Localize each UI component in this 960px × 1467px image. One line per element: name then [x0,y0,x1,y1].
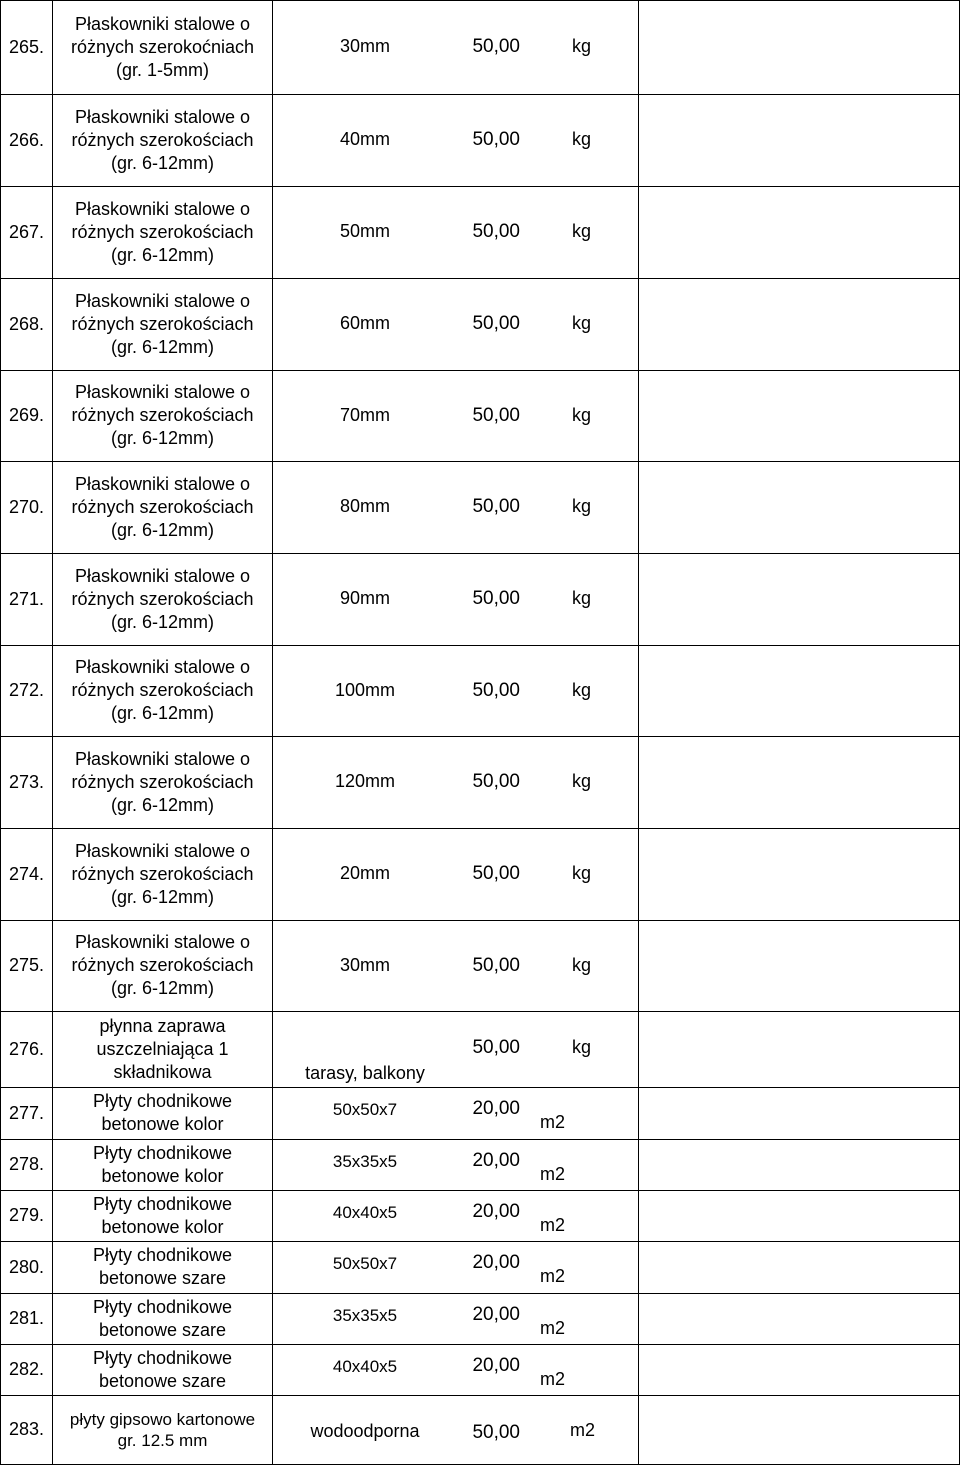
quantity-value: 50,00 [472,679,520,701]
dimension-value: 40x40x5 [332,1357,398,1376]
product-name: płyty gipsowo kartonowe gr. 12.5 mm [69,1409,256,1450]
unit-label: m2 [570,1419,596,1440]
dimension-value: 50mm [339,221,390,241]
unit-label: kg [572,313,592,333]
dimension-value: 40mm [339,129,390,149]
dimension-value: 30mm [339,954,390,975]
product-name: Płyty chodnikowe betonowe kolor [92,1142,233,1186]
quantity-value: 20,00 [472,1252,520,1273]
dimension-value: 60mm [339,313,390,333]
quantity-value: 50,00 [472,221,520,242]
unit-label: kg [572,221,592,241]
column-divider [638,0,639,1464]
row-number: 281. [8,1308,44,1328]
row-number: 270. [8,496,44,517]
product-name: Płaskowniki stalowe o różnych szerokościach (gr. 6-12mm) [71,932,254,998]
product-name: Płyty chodnikowe betonowe szare [92,1347,233,1391]
quantity-value: 20,00 [472,1304,520,1325]
product-name: Płyty chodnikowe betonowe szare [92,1245,233,1288]
product-name: Płaskowniki stalowe o różnych szerokościach (gr. 6-12mm) [71,840,254,907]
row-number: 282. [8,1359,44,1379]
product-name: Płaskowniki stalowe o różnych szerokościach (gr. 6-12mm) [71,473,254,540]
unit-label: m2 [540,1112,566,1132]
quantity-value: 50,00 [472,588,520,609]
column-divider [52,0,53,1464]
unit-label: kg [572,679,592,700]
unit-label: kg [572,588,592,608]
row-number: 277. [8,1102,44,1123]
quantity-value: 50,00 [472,129,520,150]
row-number: 276. [8,1038,44,1059]
dimension-value: 35x35x5 [332,1306,398,1325]
dimension-value: 40x40x5 [332,1203,398,1222]
quantity-value: 20,00 [472,1150,520,1171]
quantity-value: 50,00 [472,771,520,792]
quantity-value: 20,00 [472,1355,520,1376]
dimension-value: 20mm [339,863,390,883]
unit-label: kg [572,36,592,56]
dimension-value: 120mm [334,771,396,791]
unit-label: kg [572,771,592,791]
quantity-value: 20,00 [472,1201,520,1222]
dimension-value: 90mm [339,588,390,608]
product-name: Płaskowniki stalowe o różnych szerokościach (gr. 6-12mm) [71,748,254,815]
row-number: 280. [8,1256,44,1277]
quantity-value: 50,00 [472,863,520,884]
row-number: 283. [8,1419,44,1439]
product-name: Płaskowniki stalowe o różnych szerokościach (gr. 6-12mm) [71,382,254,448]
dimension-value: tarasy, balkony [305,1063,425,1083]
quantity-value: 50,00 [472,1421,520,1443]
dimension-value: 50x50x7 [332,1100,398,1119]
product-name: Płyty chodnikowe betonowe szare [92,1296,233,1340]
unit-label: m2 [540,1164,566,1184]
product-name: Płyty chodnikowe betonowe kolor [92,1091,233,1134]
unit-label: m2 [540,1215,566,1235]
row-number: 269. [8,405,44,425]
product-name: Płaskowniki stalowe o różnych szerokościach (gr. 6-12mm) [71,290,254,357]
unit-label: kg [572,496,592,516]
product-name: Płaskowniki stalowe o różnych szerokościach (gr. 6-12mm) [71,565,254,632]
dimension-value: wodoodporna [310,1420,420,1441]
dimension-value: 80mm [339,496,390,516]
row-number: 266. [8,129,44,150]
quantity-value: 50,00 [472,404,520,426]
product-name: Płaskowniki stalowe o różnych szerokoćniach (gr. 1-5mm) [70,13,255,80]
quantity-value: 50,00 [472,36,520,57]
row-number: 275. [8,955,44,975]
dimension-value: 100mm [334,679,396,700]
row-divider [0,1464,960,1465]
unit-label: kg [572,954,592,975]
quantity-value: 50,00 [472,1037,520,1058]
product-name: Płaskowniki stalowe o różnych szerokościach (gr. 6-12mm) [71,198,254,265]
unit-label: kg [572,129,592,149]
unit-label: kg [572,1037,592,1057]
row-number: 265. [8,36,44,57]
quantity-value: 50,00 [472,954,520,976]
column-divider [272,0,273,1464]
unit-label: m2 [540,1369,566,1389]
unit-label: m2 [540,1318,566,1338]
unit-label: m2 [540,1266,566,1286]
product-name: płynna zaprawa uszczelniająca 1 składnikowa [96,1015,229,1082]
quantity-value: 20,00 [472,1098,520,1119]
row-number: 267. [8,221,44,242]
row-number: 278. [8,1154,44,1174]
dimension-value: 35x35x5 [332,1152,398,1171]
quantity-value: 50,00 [472,313,520,334]
quantity-value: 50,00 [472,496,520,517]
row-number: 279. [8,1205,44,1225]
dimension-value: 50x50x7 [332,1254,398,1273]
product-name: Płaskowniki stalowe o różnych szerokościach (gr. 6-12mm) [71,106,254,173]
dimension-value: 70mm [339,404,390,425]
row-number: 268. [8,313,44,334]
dimension-value: 30mm [339,36,390,56]
row-number: 271. [8,588,44,609]
unit-label: kg [572,863,592,883]
product-name: Płaskowniki stalowe o różnych szerokościach (gr. 6-12mm) [71,657,254,723]
product-name: Płyty chodnikowe betonowe kolor [92,1193,233,1237]
row-number: 273. [8,771,44,792]
unit-label: kg [572,404,592,425]
row-number: 274. [8,863,44,884]
row-number: 272. [8,680,44,700]
